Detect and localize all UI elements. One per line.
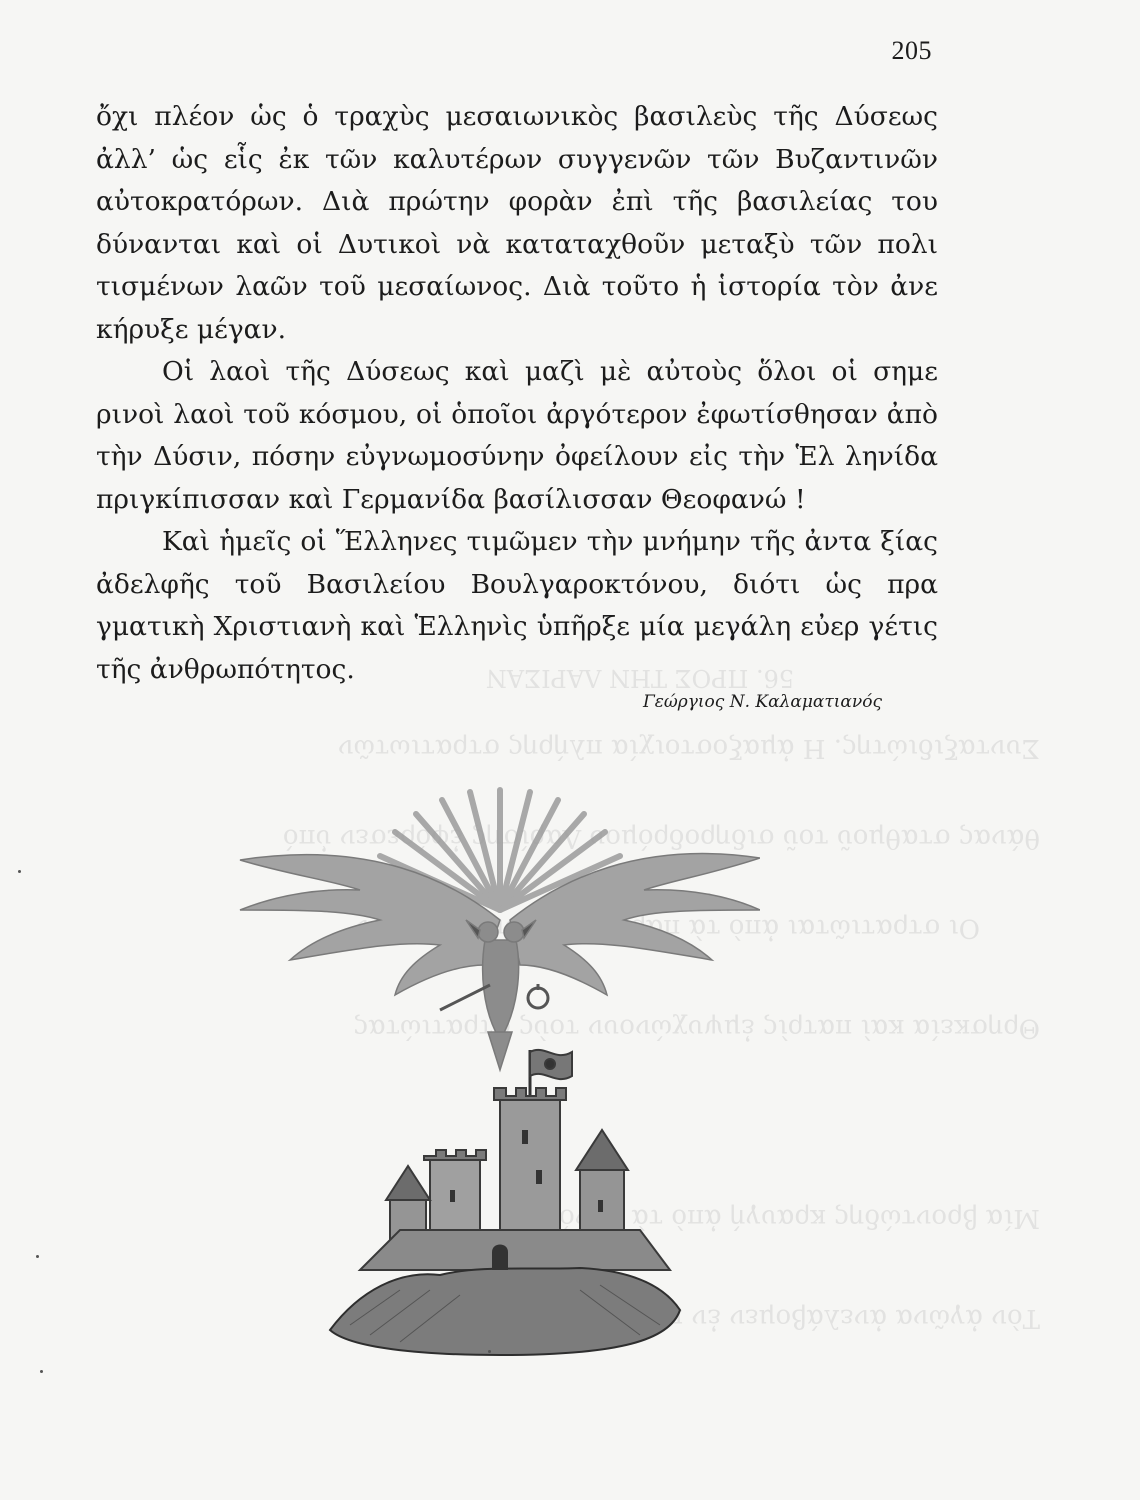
scan-speck xyxy=(40,1370,43,1373)
text-line: δύνανται καὶ οἱ Δυτικοὶ νὰ καταταχθοῦν μεταξὺ τῶν πολι xyxy=(96,228,938,260)
scan-speck xyxy=(488,1350,491,1353)
text-line: αὐτοκρατόρων. Διὰ πρώτην φορὰν ἐπὶ τῆς βασιλείας του xyxy=(96,186,938,217)
text-line: Καὶ ἡμεῖς οἱ Ἕλληνες τιμῶμεν τὴν μνήμην τῆς ἀντα xyxy=(162,526,872,557)
scan-speck xyxy=(18,870,21,873)
eagle-castle-emblem-icon xyxy=(200,770,760,1370)
paragraph xyxy=(96,351,938,521)
text-line: ἀπὸ τὴν Δύσιν, πόσην εὐγνωμοσύνην ὀφείλουν εἰς τὴν Ἑλ xyxy=(96,398,938,472)
ghost-line: Συνταξιδιώτης. Η ἀμαξοστοιχία πλήρης στρατιωτῶν xyxy=(337,733,1040,763)
text-line: ξίας ἀδελφῆς τοῦ Βασιλείου Βουλγαροκτόνου, διότι ὡς πρα xyxy=(96,526,938,600)
text-line: ληνίδα πριγκίπισσαν καὶ Γερμανίδα βασίλισσαν Θεοφανώ ! xyxy=(96,441,938,515)
text-line: Οἱ λαοὶ τῆς Δύσεως καὶ μαζὶ μὲ αὐτοὺς ὅλοι οἱ σημε xyxy=(162,356,938,387)
ghost-line: Οι στρατιῶται ἀπὸ τὰ παράθυρα τῶν βαγονιῶν xyxy=(353,913,980,943)
ghost-line: Τὸν ἀγῶνα ἀνελάβομεν ἐν πλήρει ἐθνικῇ ὁμοψυχίᾳ xyxy=(363,1303,1040,1333)
ghost-line: Μία βροντώδης κραυγή ἀπὸ τὰ βαγόνια xyxy=(515,1203,1040,1233)
text-line: γματικὴ Χριστιανὴ καὶ Ἑλληνὶς ὑπῆρξε μία μεγάλη εὐερ xyxy=(96,611,860,642)
ghost-heading: 56. ΠΡΟΣ ΤΗΝ ΛΑΡΙΣΑΝ xyxy=(485,664,795,692)
paragraph xyxy=(96,521,938,691)
ghost-line: Θρησκεία καὶ πατρὶς ἐμψυχώνουν τοὺς στρατιώτας xyxy=(353,1013,1040,1043)
author-signature: Γεώργιος Ν. Καλαματιανός xyxy=(642,692,882,712)
text-line: γέτις τῆς ἀνθρωπότητος. xyxy=(96,611,938,685)
text-line: ρινοὶ λαοὶ τοῦ κόσμου, οἱ ὁποῖοι ἀργότερον ἐφωτίσθησαν xyxy=(96,398,887,430)
ghost-line: θάνας σταθμοῦ τοῦ σιδηροδρόμου Λαρίσης ἐφόρεσεν ὑπό xyxy=(282,823,1040,853)
page-number: 205 xyxy=(891,36,932,65)
paragraph xyxy=(96,96,938,351)
text-line: ἀλλ’ ὡς εἷς ἐκ τῶν καλυτέρων συγγενῶν τῶν Βυζαντινῶν xyxy=(96,143,938,175)
body-text xyxy=(96,96,938,691)
text-line: ὄχι πλέον ὡς ὁ τραχὺς μεσαιωνικὸς βασιλεὺς τῆς Δύσεως xyxy=(96,101,938,132)
castle-icon xyxy=(330,1050,680,1355)
text-line: τισμένων λαῶν τοῦ μεσαίωνος. Διὰ τοῦτο ἡ ἱστορία τὸν ἀνε xyxy=(96,271,938,302)
text-line: κήρυξε μέγαν. xyxy=(96,313,287,345)
scan-speck xyxy=(36,1255,39,1258)
